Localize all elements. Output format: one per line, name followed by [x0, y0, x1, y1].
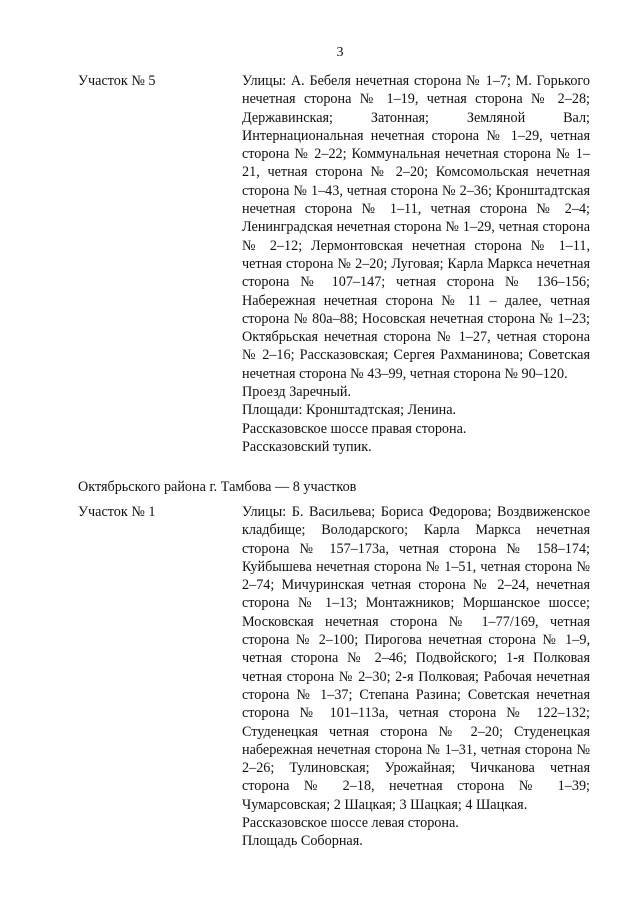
streets-paragraph: Улицы: Б. Васильева; Бориса Федорова; Воздвиженское кладбище; Володарского; Карла Маркса нечетная сторона № 157–173а, четная сторона № 158–174; Куйбышева нечетная сторона № 1–51, четная сторона № 2–74; Мичуринская четная сторона № 2–24, нечетная сторона № 1–13; Монтажников; Моршанское шоссе; Московская нечетная сторона № 1–77/169, четная сторона № 2–100; Пирогова нечетная сторона № 1–9, четная сторона № 2–46; Подвойского; 1-я Полковая четная сторона № 2–30; 2-я Полковая; Рабочая нечетная сторона № 1–37; Степана Разина; Советская нечетная сторона № 101–113а, четная сторона № 122–132; Студенецкая четная сторона № 2–20; Студенецкая набережная нечетная сторона № 1–31, четная сторона № 2–26; Тулиновская; Урожайная; Чичканова четная сторона № 2–18, нечетная сторона № 1–39; Чумарсовская; 2 Шацкая; 3 Шацкая; 4 Шацкая. — [242, 504, 590, 813]
district-heading: Октябрьского района г. Тамбова — 8 участков — [78, 479, 357, 495]
uchastok-label: Участок № 1 — [78, 504, 156, 520]
section-uchastok-5 — [78, 72, 590, 456]
shosse-line: Рассказовское шоссе правая сторона. — [242, 420, 467, 437]
section-uchastok-1 — [78, 503, 590, 851]
tupik-line: Рассказовский тупик. — [242, 438, 372, 455]
uchastok-label: Участок № 5 — [78, 73, 156, 89]
uchastok-content — [242, 72, 590, 456]
ploshchad-line: Площадь Соборная. — [242, 833, 363, 850]
uchastok-content — [242, 503, 590, 851]
streets-paragraph: Улицы: А. Бебеля нечетная сторона № 1–7; М. Горького нечетная сторона № 1–19, четная сторона № 2–28; Державинская; Затонная; Земляной Вал; Интернациональная нечетная сторона № 1–29, четная сторона № 2–22; Коммунальная нечетная сторона № 1–21, четная сторона № 2–20; Комсомольская нечетная сторона № 1–43, четная сторона № 2–36; Кронштадтская нечетная сторона № 1–11, четная сторона № 2–4; Ленинградская нечетная сторона № 1–29, четная сторона № 2–12; Лермонтовская нечетная сторона № 1–11, четная сторона № 2–20; Луговая; Карла Маркса нечетная сторона № 107–147; четная сторона № 136–156; Набережная нечетная сторона № 11 – далее, четная сторона № 80а–88; Носовская нечетная сторона № 1–23; Октябрьская нечетная сторона № 1–27, четная сторона № 2–16; Рассказовская; Сергея Рахманинова; Советская нечетная сторона № 43–99, четная сторона № 90–120. — [242, 73, 590, 382]
shosse-line: Рассказовское шоссе левая сторона. — [242, 815, 459, 832]
ploshchadi-line: Площади: Кронштадтская; Ленина. — [242, 402, 457, 419]
proezd-line: Проезд Заречный. — [242, 384, 352, 401]
page-number: 3 — [336, 45, 344, 60]
